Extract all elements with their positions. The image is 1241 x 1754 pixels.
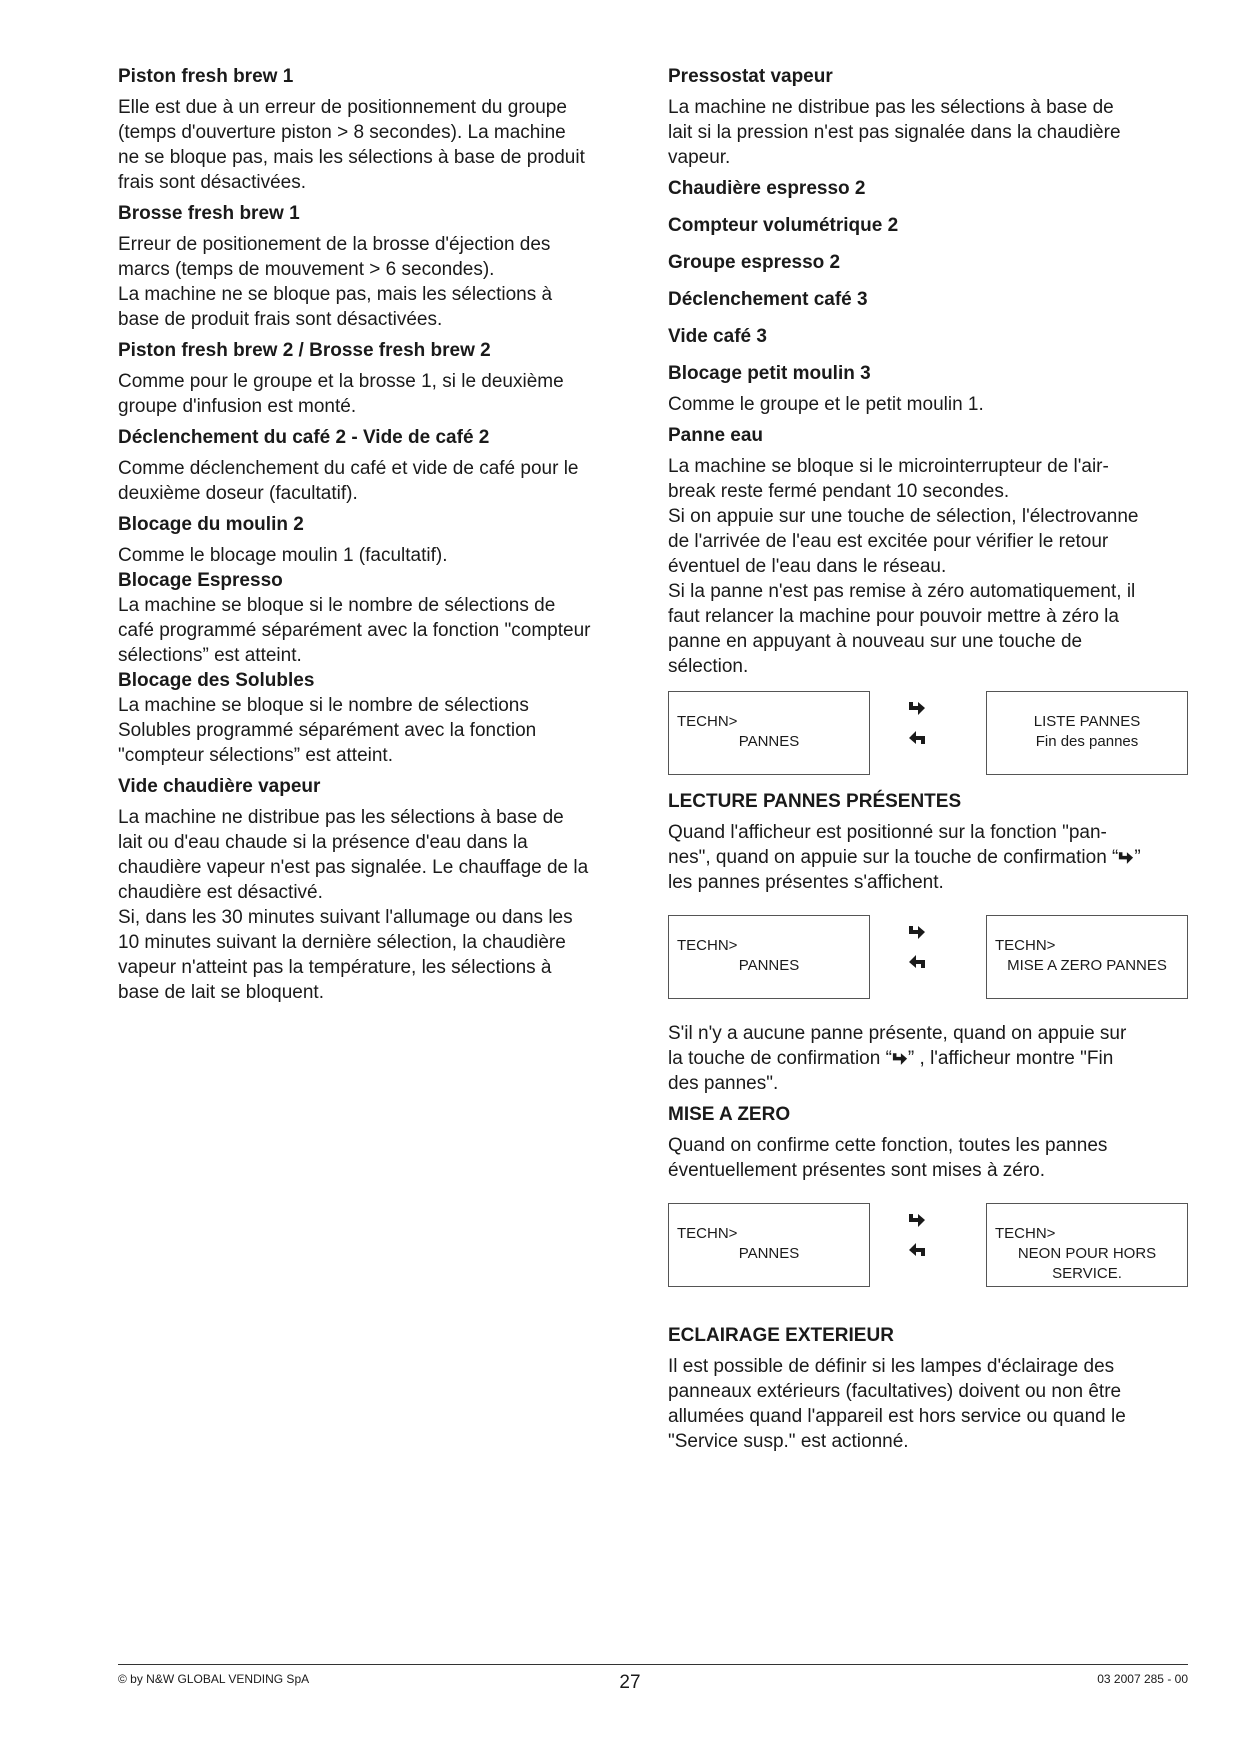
text-line: éventuel de l'eau dans le réseau. — [668, 556, 947, 577]
heading-lecture-pannes-presentes: LECTURE PANNES PRÉSENTES — [668, 791, 962, 812]
text-line: panne en appuyant à nouveau sur une touche de — [668, 631, 1083, 652]
text-line: vapeur n'atteint pas la température, les sélections à — [118, 957, 552, 978]
footer-doc-code: 03 2007 285 - 00 — [1097, 1672, 1188, 1686]
text-line: chaudière est désactivé. — [118, 882, 323, 903]
left-column — [118, 64, 638, 1005]
paragraph-vide-chaudiere-vapeur — [118, 805, 638, 1005]
display-line: MISE A ZERO PANNES — [1007, 957, 1167, 974]
paragraph-piston-fresh-brew-1 — [118, 95, 638, 195]
display-box-right — [986, 691, 1188, 775]
text-line: lait si la pression n'est pas signalée dans la chaudière — [668, 122, 1121, 143]
navigation-arrows — [908, 1213, 938, 1269]
paragraph-mise-a-zero — [668, 1133, 1188, 1183]
paragraph-declenchement-cafe-2 — [118, 456, 638, 506]
heading-blocage-espresso: Blocage Espresso — [118, 570, 283, 591]
heading-pressostat-vapeur: Pressostat vapeur — [668, 66, 833, 87]
text-line: sélection. — [668, 656, 749, 677]
display-line: TECHN> — [995, 1225, 1056, 1242]
text-line: Comme le groupe et le petit moulin 1. — [668, 394, 984, 415]
paragraph-blocage-espresso — [118, 593, 638, 668]
text-line: Comme le blocage moulin 1 (facultatif). — [118, 545, 448, 566]
text-line: lait ou d'eau chaude si la présence d'eau dans la — [118, 832, 528, 853]
text-line: (temps d'ouverture piston > 8 secondes). La machine — [118, 122, 566, 143]
paragraph-blocage-moulin-2 — [118, 543, 638, 568]
text-line: éventuellement présentes sont mises à zéro. — [668, 1160, 1046, 1181]
display-line: PANNES — [738, 1245, 800, 1262]
display-line: PANNES — [738, 733, 800, 750]
text-line: frais sont désactivées. — [118, 172, 306, 193]
display-line: TECHN> — [677, 937, 738, 954]
text-line: Si, dans les 30 minutes suivant l'allumage ou dans les — [118, 907, 573, 928]
text-line: break reste fermé pendant 10 secondes. — [668, 481, 1010, 502]
text-line: Si la panne n'est pas remise à zéro automatiquement, il — [668, 581, 1136, 602]
display-box-right — [986, 915, 1188, 999]
display-box-left — [668, 915, 870, 999]
text-line: Comme pour le groupe et la brosse 1, si le deuxième — [118, 371, 564, 392]
footer-copyright: © by N&W GLOBAL VENDING SpA — [118, 1672, 310, 1686]
display-box-left — [668, 691, 870, 775]
text-line: ne se bloque pas, mais les sélections à base de produit — [118, 147, 585, 168]
text-line: faut relancer la machine pour pouvoir mettre à zéro la — [668, 606, 1119, 627]
text-line: Quand on confirme cette fonction, toutes les pannes — [668, 1135, 1108, 1156]
text-line: La machine se bloque si le nombre de sélections — [118, 695, 529, 716]
heading-vide-chaudiere-vapeur: Vide chaudière vapeur — [118, 776, 321, 797]
display-line: PANNES — [738, 957, 800, 974]
heading-eclairage-exterieur: ECLAIRAGE EXTERIEUR — [668, 1325, 894, 1346]
confirm-arrow-icon — [908, 1213, 926, 1229]
display-line: NEON POUR HORS SERVICE. — [1017, 1245, 1157, 1282]
text-line: marcs (temps de mouvement > 6 secondes). — [118, 259, 495, 280]
back-arrow-icon — [908, 729, 926, 745]
text-line: deuxième doseur (facultatif). — [118, 483, 358, 504]
confirm-arrow-icon — [908, 925, 926, 941]
confirm-arrow-icon — [1118, 851, 1134, 866]
text-line: 10 minutes suivant la dernière sélection, la chaudière — [118, 932, 566, 953]
paragraph-lecture-pannes — [668, 820, 1188, 895]
text-line — [668, 1046, 1188, 1071]
heading-brosse-fresh-brew-1: Brosse fresh brew 1 — [118, 203, 300, 224]
text-line: chaudière vapeur n'est pas signalée. Le chauffage de la — [118, 857, 589, 878]
heading-piston-fresh-brew-1: Piston fresh brew 1 — [118, 66, 294, 87]
heading-blocage-petit-moulin-3: Blocage petit moulin 3 — [668, 363, 871, 384]
text-line: "compteur sélections” est atteint. — [118, 745, 393, 766]
text-line: groupe d'infusion est monté. — [118, 396, 357, 417]
text-line: Elle est due à un erreur de positionnement du groupe — [118, 97, 567, 118]
text-fragment: nes", quand on appuie sur la touche de confirmation “ — [668, 847, 1119, 868]
text-line: Comme déclenchement du café et vide de café pour le — [118, 458, 579, 479]
heading-blocage-moulin-2: Blocage du moulin 2 — [118, 514, 304, 535]
text-line: Il est possible de définir si les lampes d'éclairage des — [668, 1356, 1115, 1377]
text-line: des pannes". — [668, 1073, 779, 1094]
heading-vide-cafe-3: Vide café 3 — [668, 326, 767, 347]
text-line: La machine se bloque si le microinterrupteur de l'air- — [668, 456, 1109, 477]
back-arrow-icon — [908, 1241, 926, 1257]
heading-chaudiere-espresso-2: Chaudière espresso 2 — [668, 178, 866, 199]
heading-piston-brosse-2: Piston fresh brew 2 / Brosse fresh brew 2 — [118, 340, 491, 361]
text-line: base de produit frais sont désactivées. — [118, 309, 443, 330]
page-number: 27 — [619, 1672, 641, 1693]
heading-blocage-solubles: Blocage des Solubles — [118, 670, 315, 691]
heading-groupe-espresso-2: Groupe espresso 2 — [668, 252, 841, 273]
confirm-arrow-icon — [892, 1052, 908, 1067]
text-line: Erreur de positionement de la brosse d'éjection des — [118, 234, 551, 255]
confirm-arrow-icon — [908, 701, 926, 717]
text-line: La machine ne distribue pas les sélections à base de — [118, 807, 564, 828]
display-line: TECHN> — [677, 1225, 738, 1242]
paragraph-blocage-solubles — [118, 693, 638, 768]
heading-panne-eau: Panne eau — [668, 425, 764, 446]
paragraph-brosse-fresh-brew-1 — [118, 232, 638, 332]
text-line: Solubles programmé séparément avec la fonction — [118, 720, 537, 741]
text-line — [668, 845, 1188, 870]
display-diagram-neon-hors-service — [668, 1203, 1188, 1289]
heading-mise-a-zero: MISE A ZERO — [668, 1104, 791, 1125]
display-box-right — [986, 1203, 1188, 1287]
text-line: les pannes présentes s'affichent. — [668, 872, 944, 893]
text-line: de l'arrivée de l'eau est excitée pour vérifier le retour — [668, 531, 1109, 552]
paragraph-eclairage-exterieur — [668, 1354, 1188, 1454]
display-diagram-mise-a-zero-pannes — [668, 915, 1188, 1001]
display-line: Fin des pannes — [1035, 733, 1139, 750]
text-line: café programmé séparément avec la fonction "compteur — [118, 620, 591, 641]
display-diagram-liste-pannes — [668, 691, 1188, 777]
text-line: allumées quand l'appareil est hors service ou quand le — [668, 1406, 1126, 1427]
display-line: TECHN> — [995, 937, 1056, 954]
text-line: sélections” est atteint. — [118, 645, 302, 666]
heading-declenchement-cafe-2: Déclenchement du café 2 - Vide de café 2 — [118, 427, 490, 448]
back-arrow-icon — [908, 953, 926, 969]
text-line: vapeur. — [668, 147, 731, 168]
right-column — [668, 64, 1188, 1454]
text-line: La machine ne se bloque pas, mais les sélections à — [118, 284, 553, 305]
paragraph-blocage-petit-moulin-3 — [668, 392, 1188, 417]
paragraph-panne-eau — [668, 454, 1188, 679]
paragraph-piston-brosse-2 — [118, 369, 638, 419]
paragraph-pressostat-vapeur — [668, 95, 1188, 170]
heading-declenchement-cafe-3: Déclenchement café 3 — [668, 289, 868, 310]
heading-compteur-volumetrique-2: Compteur volumétrique 2 — [668, 215, 899, 236]
display-box-left — [668, 1203, 870, 1287]
text-line: S'il n'y a aucune panne présente, quand on appuie sur — [668, 1023, 1127, 1044]
text-line: La machine se bloque si le nombre de sélections de — [118, 595, 556, 616]
text-line: panneaux extérieurs (facultatives) doivent ou non être — [668, 1381, 1122, 1402]
text-line: "Service susp." est actionné. — [668, 1431, 909, 1452]
text-line: Si on appuie sur une touche de sélection, l'électrovanne — [668, 506, 1139, 527]
display-line: LISTE PANNES — [1033, 713, 1141, 730]
navigation-arrows — [908, 701, 938, 757]
paragraph-aucune-panne — [668, 1021, 1188, 1096]
text-line: La machine ne distribue pas les sélections à base de — [668, 97, 1114, 118]
text-fragment: ” — [1134, 847, 1141, 868]
navigation-arrows — [908, 925, 938, 981]
text-line: base de lait se bloquent. — [118, 982, 324, 1003]
text-fragment: ” , l'afficheur montre "Fin — [907, 1048, 1114, 1069]
display-line: TECHN> — [677, 713, 738, 730]
text-line: Quand l'afficheur est positionné sur la fonction "pan- — [668, 822, 1107, 843]
text-fragment: la touche de confirmation “ — [668, 1048, 892, 1069]
footer-divider — [118, 1664, 1188, 1665]
